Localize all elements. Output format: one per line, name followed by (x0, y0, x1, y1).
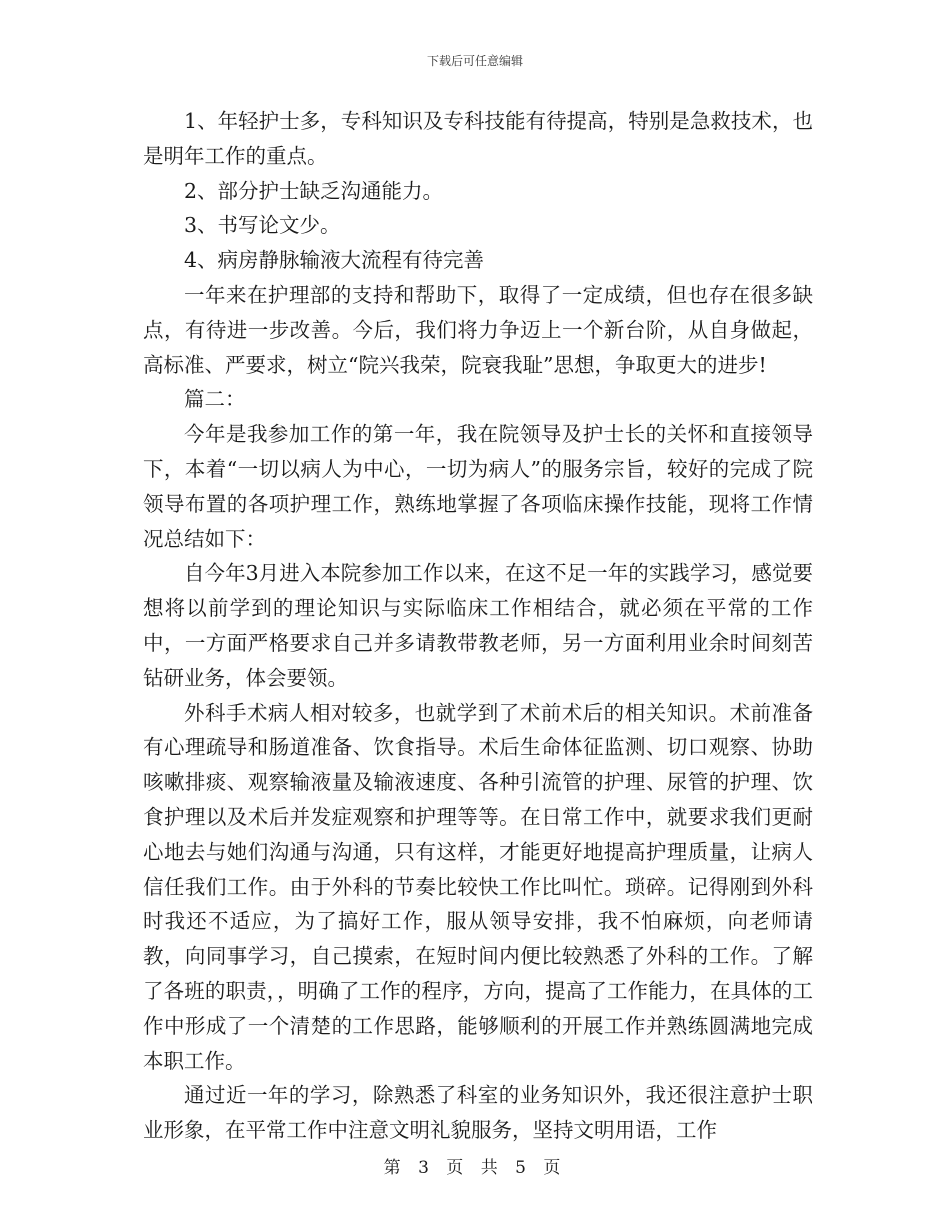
paragraph-issue-3: 3、书写论文少。 (184, 213, 341, 238)
page-header: 下载后可任意编辑 (426, 54, 523, 68)
section-heading-part-two: 篇二： (184, 387, 246, 412)
paragraph-surgery: 外科手术病人相对较多，也就学到了术前术后的相关知识。术前准备有心理疏导和肠道准备、饮食指导。术后生命体征监测、切口观察、协助咳嗽排痰、观察输液量及输液速度、各种引流管的护理、尿管的护理、饮食护理以及术后并发症观察和护理等等。在日常工作中，就要求我们更耐心地去与她们沟通与沟通，只有这样，才能更好地提高护理质量，让病人信任我们工作。由于外科的节奏比较快工作比叫忙。琐碎。记得刚到外科时我还不适应，为了搞好工作，服从领导安排，我不怕麻烦，向老师请教，向同事学习，自己摸索，在短时间内便比较熟悉了外科的工作。了解了各班的职责，，明确了工作的程序，方向，提高了工作能力，在具体的工作中形成了一个清楚的工作思路，能够顺利的开展工作并熟练圆满地完成本职工作。 (143, 700, 813, 1073)
document-body (143, 104, 813, 1148)
paragraph-summary: 一年来在护理部的支持和帮助下，取得了一定成绩，但也存在很多缺点，有待进一步改善。今后，我们将力争迈上一个新台阶，从自身做起，高标准、严要求，树立“院兴我荣，院衰我耻”思想，争取更大的进步! (143, 282, 813, 377)
paragraph-learning: 自今年3月进入本院参加工作以来，在这不足一年的实践学习，感觉要想将以前学到的理论知识与实际临床工作相结合，就必须在平常的工作中，一方面严格要求自己并多请教带教老师，另一方面利用业余时间刻苦钻研业务，体会要领。 (143, 561, 813, 690)
paragraph-issue-4: 4、病房静脉输液大流程有待完善 (184, 248, 485, 273)
paragraph-issue-2: 2、部分护士缺乏沟通能力。 (184, 178, 444, 203)
paragraph-intro: 今年是我参加工作的第一年，我在院领导及护士长的关怀和直接领导下，本着“一切以病人为中心，一切为病人”的服务宗旨，较好的完成了院领导布置的各项护理工作，熟练地掌握了各项临床操作技能，现将工作情况总结如下： (143, 422, 813, 551)
paragraph-professional-image: 通过近一年的学习，除熟悉了科室的业务知识外，我还很注意护士职业形象，在平常工作中注意文明礼貌服务，坚持文明用语，工作 (143, 1083, 813, 1143)
paragraph-issue-1: 1、年轻护士多，专科知识及专科技能有待提高，特别是急救技术，也是明年工作的重点。 (143, 109, 813, 168)
page-footer: 第 3 页 共 5 页 (383, 1158, 567, 1178)
